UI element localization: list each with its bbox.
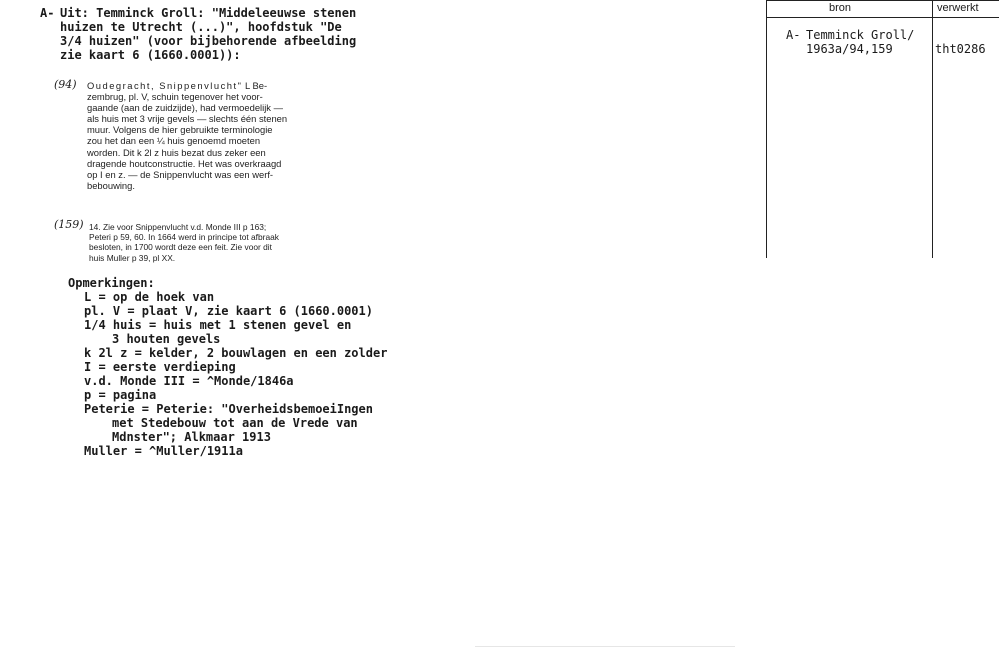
excerpt-line-text: L Be- bbox=[245, 80, 268, 91]
table-header-border bbox=[767, 17, 999, 18]
entry-source-line: 1963a/94,159 bbox=[806, 42, 893, 56]
remark-line: Peterie = Peterie: "OverheidsbemoeiIngen bbox=[84, 402, 373, 416]
remark-line: L = op de hoek van bbox=[84, 290, 215, 304]
excerpt-line: dragende houtconstructie. Het was overkraagd bbox=[87, 157, 282, 169]
excerpt-line: bebouwing. bbox=[87, 179, 135, 191]
excerpt-head: Oudegracht, Snippenvlucht" bbox=[87, 80, 243, 91]
header-line: 3/4 huizen" (voor bijbehorende afbeelding bbox=[60, 34, 357, 48]
footnote-line: huis Muller p 39, pl XX. bbox=[89, 252, 176, 263]
scan-artifact-line bbox=[475, 646, 735, 647]
remark-line: Mdnster"; Alkmaar 1913 bbox=[112, 430, 271, 444]
remark-line: 3 houten gevels bbox=[112, 332, 221, 346]
remark-line: v.d. Monde III = ^Monde/1846a bbox=[84, 374, 294, 388]
header-line: huizen te Utrecht (...)", hoofdstuk "De bbox=[60, 20, 342, 34]
remarks-list bbox=[68, 290, 387, 458]
remarks-title: Opmerkingen: bbox=[68, 276, 155, 290]
excerpt-line: zou het dan een ¼ huis genoemd moeten bbox=[87, 135, 261, 147]
remark-line: p = pagina bbox=[84, 388, 157, 402]
excerpt-line: muur. Volgens de hier gebruikte terminologie bbox=[87, 124, 273, 136]
remark-line: met Stedebouw tot aan de Vrede van bbox=[112, 416, 358, 430]
remark-line: k 2l z = kelder, 2 bouwlagen en een zolder bbox=[84, 346, 388, 360]
remark-line: I = eerste verdieping bbox=[84, 360, 236, 374]
excerpt-line bbox=[87, 80, 342, 91]
excerpt-paragraph-1 bbox=[87, 80, 342, 191]
header-line: zie kaart 6 (1660.0001)): bbox=[60, 48, 241, 62]
excerpt-line: worden. Dit k 2l z huis bezat dus zeker een bbox=[87, 146, 266, 158]
handwritten-number-1: (94) bbox=[54, 78, 77, 91]
header-line: Uit: Temminck Groll: "Middeleeuwse stenen bbox=[60, 6, 357, 20]
excerpt-line: op I en z. — de Snippenvlucht was een werf- bbox=[87, 168, 274, 180]
table-column-divider bbox=[932, 0, 933, 258]
handwritten-number-2: (159) bbox=[54, 218, 84, 231]
excerpt-line: zembrug, pl. V, schuin tegenover het voor- bbox=[87, 91, 263, 103]
entry-source bbox=[806, 28, 914, 56]
column-header-bron: bron bbox=[829, 2, 852, 14]
footnote-line: besloten, in 1700 wordt deze een feit. Zie voor dit bbox=[89, 242, 272, 253]
entry-code: tht0286 bbox=[935, 42, 986, 56]
header-prefix: A- bbox=[40, 6, 55, 20]
column-header-verwerkt: verwerkt bbox=[937, 2, 979, 14]
footnote-line: Peteri p 59, 60. In 1664 werd in principe tot afbraak bbox=[89, 232, 279, 243]
remark-line: 1/4 huis = huis met 1 stenen gevel en bbox=[84, 318, 352, 332]
remarks-section bbox=[68, 276, 387, 458]
header-citation bbox=[60, 6, 356, 62]
remark-line: Muller = ^Muller/1911a bbox=[84, 444, 243, 458]
excerpt-line: gaande (aan de zuidzijde), had vermoedelijk — bbox=[87, 102, 283, 114]
entry-source-line: Temminck Groll/ bbox=[806, 28, 915, 42]
footnote-line: 14. Zie voor Snippenvlucht v.d. Monde III p 163; bbox=[89, 222, 267, 232]
excerpt-line: als huis met 3 vrije gevels — slechts één stenen bbox=[87, 113, 288, 125]
table-top-border bbox=[767, 0, 999, 1]
entry-prefix: A- bbox=[786, 28, 801, 42]
excerpt-footnote bbox=[89, 222, 359, 263]
remark-line: pl. V = plaat V, zie kaart 6 (1660.0001) bbox=[84, 304, 373, 318]
